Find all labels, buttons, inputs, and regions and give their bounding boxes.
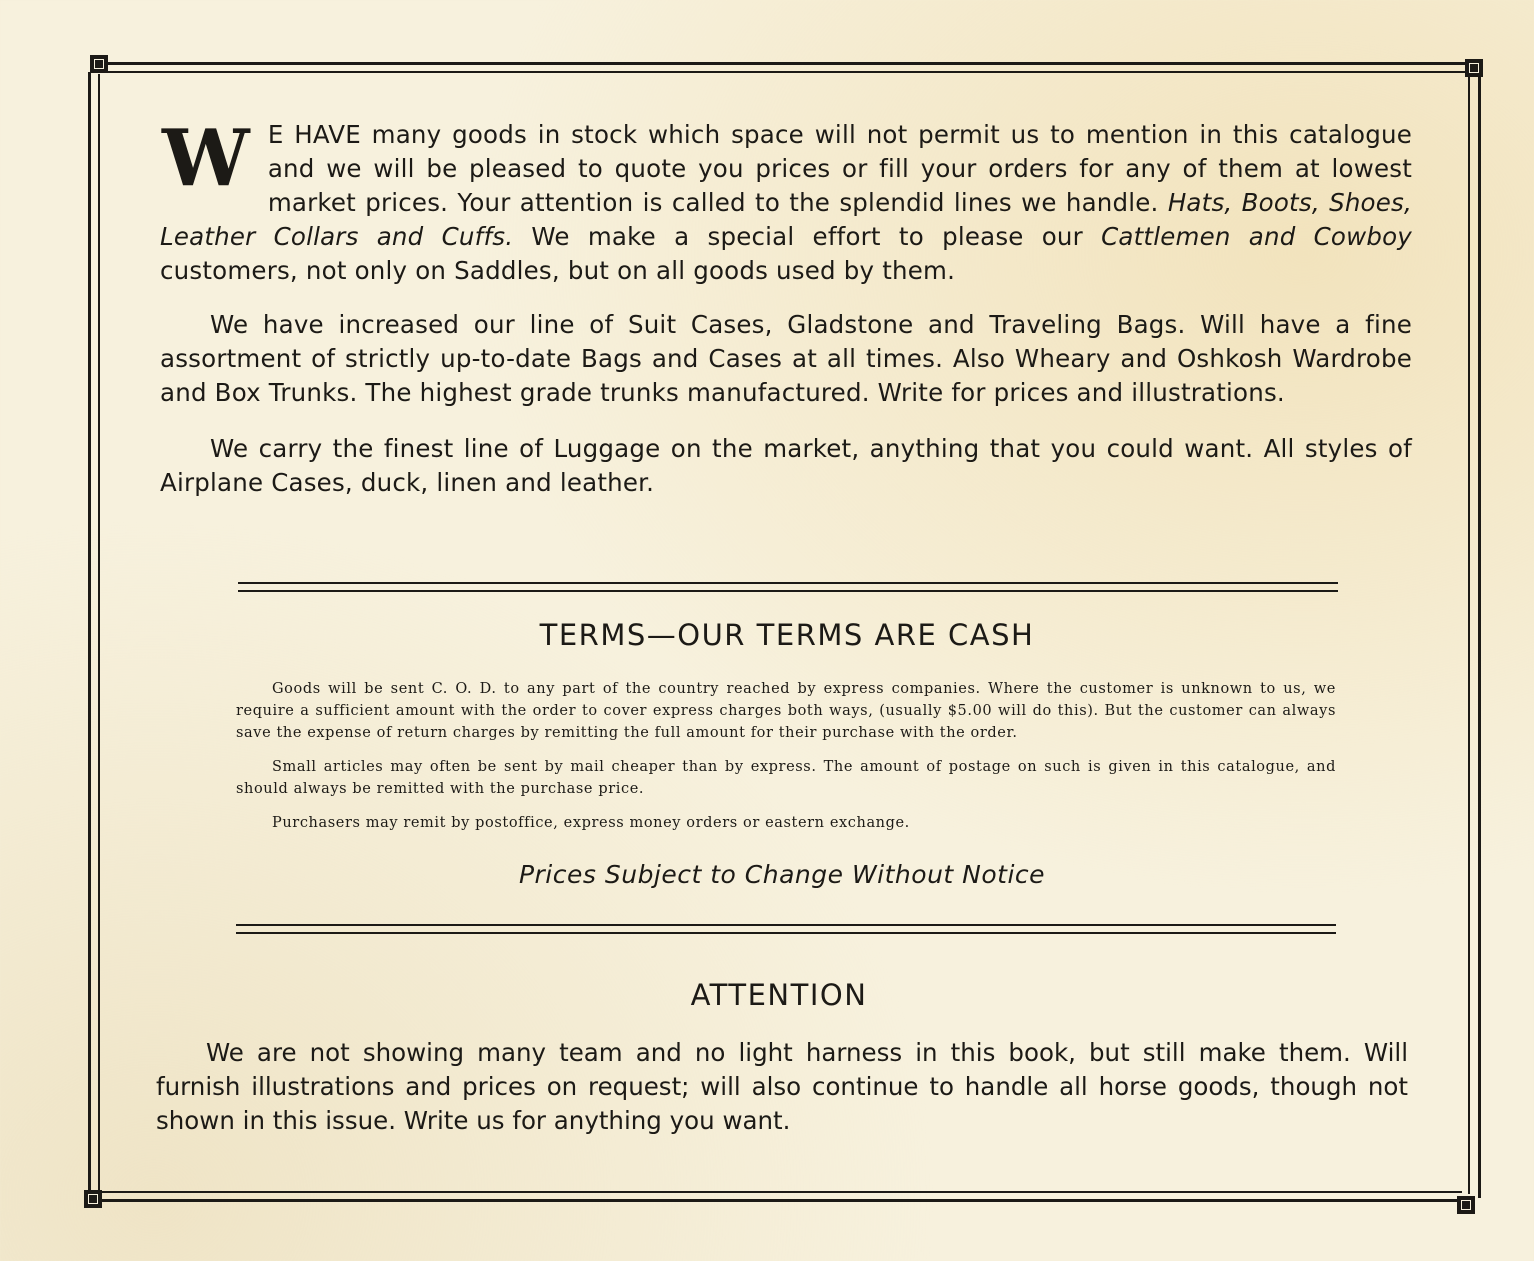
border-bottom-outer [94,1199,1466,1202]
border-top-inner [104,71,1468,73]
intro-section [160,113,1413,500]
corner-ornament-top-left [90,55,108,73]
border-top-outer [100,62,1474,65]
corner-ornament-top-right [1465,59,1483,77]
attention-paragraph: We are not showing many team and no light harness in this book, but still make them. Will furnish illustrations and prices on request; will also continue to handle all horse goods, though not shown in this issue. Write us for anything you want. [156,1038,1408,1135]
terms-paragraph-2: Small articles may often be sent by mail cheaper than by express. The amount of postage on such is given in this catalogue, and should always be remitted with the purchase price. [236,759,1336,797]
intro-p1-end: customers, not only on Saddles, but on all goods used by them. [160,256,956,285]
intro-p1-mid: We make a special effort to please our [531,222,1083,251]
terms-paragraph-1: Goods will be sent C. O. D. to any part of the country reached by express companies. Where the customer is unknown to us, we require a sufficient amount with the order to cover express charges both ways, (usually $5.00 will do this). But the customer can always save the expense of return charges by remitting the full amount for their purchase with the order. [236,681,1336,741]
intro-p1-text: E HAVE many goods in stock which space will not permit us to mention in this catalogue and we will be pleased to quote you prices or fill your orders for any of them at lowest market prices. Your attention is called to the splendid lines we handle. [267,120,1412,217]
border-bottom-inner [98,1191,1462,1193]
corner-ornament-bottom-left [84,1190,102,1208]
intro-paragraph-1 [160,113,1413,288]
divider-rule-1 [238,582,1338,592]
attention-heading: ATTENTION [690,978,868,1012]
intro-p1-italic-cattlemen: Cattlemen and Cowboy [1101,222,1413,251]
terms-body [236,678,1336,846]
intro-p1-italic-goods: Hats, Boots, Shoes, Leather Collars and Cuffs. [160,188,1412,251]
divider-rule-2 [236,924,1336,934]
corner-ornament-bottom-right [1457,1196,1475,1214]
terms-heading: TERMS—OUR TERMS ARE CASH [539,618,1035,652]
prices-notice: Prices Subject to Change Without Notice [518,860,1046,889]
intro-paragraph-3: We carry the finest line of Luggage on the market, anything that you could want. All styles of Airplane Cases, duck, linen and leather. [160,434,1412,497]
terms-paragraph-3: Purchasers may remit by postoffice, express money orders or eastern exchange. [272,815,910,831]
drop-cap: W [162,113,250,204]
intro-paragraph-2: We have increased our line of Suit Cases, Gladstone and Traveling Bags. Will have a fine assortment of strictly up-to-date Bags and Cases at all times. Also Wheary and Oshkosh Wardrobe and Box Trunks. The highest grade trunks manufactured. Write for prices and illustrations. [160,310,1412,407]
